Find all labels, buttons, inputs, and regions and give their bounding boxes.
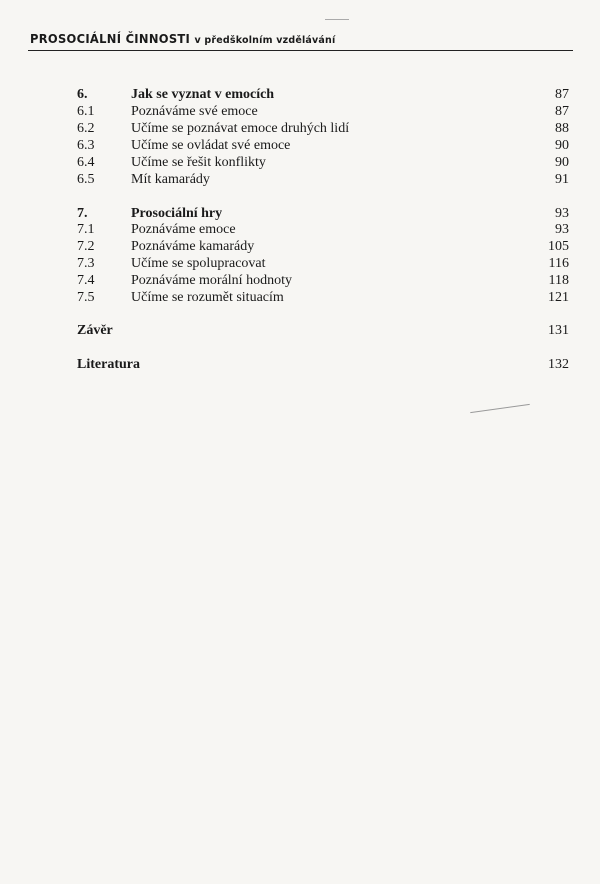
toc-page-number: 116: [548, 256, 569, 271]
running-head-title: PROSOCIÁLNÍ ČINNOSTI: [30, 31, 191, 47]
toc-title: Učíme se řešit konflikty: [131, 155, 266, 170]
toc-entry: [0, 171, 600, 189]
running-head-subtitle: v předškolním vzdělávání: [194, 34, 336, 47]
scan-artifact-mark: [470, 404, 530, 413]
toc-number: 7.4: [77, 273, 95, 288]
toc-title: Učíme se poznávat emoce druhých lidí: [131, 121, 350, 136]
toc-page-number: 90: [555, 155, 569, 170]
toc-page-number: 88: [555, 121, 569, 136]
toc-entry-literatura: [0, 356, 600, 374]
toc-title: Literatura: [77, 357, 140, 372]
toc-entry: [0, 103, 600, 121]
toc-page-number: 105: [548, 239, 569, 254]
toc-title: Poznáváme své emoce: [131, 104, 258, 119]
toc-title: Poznáváme emoce: [131, 222, 236, 237]
toc-page-number: 90: [555, 138, 569, 153]
toc-title: Poznáváme kamarády: [131, 239, 255, 254]
toc-page-number: 87: [555, 104, 569, 119]
toc-entry: [0, 154, 600, 172]
toc-title: Jak se vyznat v emocích: [131, 87, 275, 102]
toc-number: 7.3: [77, 256, 95, 271]
toc-title: Učíme se ovládat své emoce: [131, 138, 291, 153]
toc-title: Poznáváme morální hodnoty: [131, 273, 292, 288]
toc-number: 7.: [77, 206, 88, 221]
toc-number: 6.2: [77, 121, 95, 136]
toc-number: 6.4: [77, 155, 95, 170]
toc-number: 6.3: [77, 138, 95, 153]
toc-entry-zaver: [0, 322, 600, 340]
toc-page-number: 118: [548, 273, 569, 288]
toc-title: Závěr: [77, 323, 113, 338]
toc-entry: [0, 255, 600, 273]
toc-page-number: 131: [548, 323, 569, 338]
toc-entry: [0, 221, 600, 239]
toc-entry: [0, 137, 600, 155]
toc-number: 6.1: [77, 104, 95, 119]
toc-entry: [0, 120, 600, 138]
toc-entry: [0, 272, 600, 290]
toc-entry: [0, 238, 600, 256]
toc-entry: [0, 289, 600, 307]
toc-number: 6.5: [77, 172, 95, 187]
toc-number: 7.2: [77, 239, 95, 254]
header-rule: [28, 50, 573, 51]
toc-title: Učíme se rozumět situacím: [131, 290, 284, 305]
toc-page-number: 121: [548, 290, 569, 305]
toc-title: Prosociální hry: [131, 206, 223, 221]
toc-number: 7.5: [77, 290, 95, 305]
toc-number: 6.: [77, 87, 88, 102]
toc-page-number: 87: [555, 87, 569, 102]
toc-chapter-heading: [0, 86, 600, 104]
scan-artifact-mark: [325, 19, 349, 20]
toc-page-number: 91: [555, 172, 569, 187]
toc-title: Mít kamarády: [131, 172, 210, 187]
toc-page-number: 93: [555, 222, 569, 237]
running-head: [30, 32, 335, 47]
toc-page-number: 132: [548, 357, 569, 372]
toc-title: Učíme se spolupracovat: [131, 256, 266, 271]
toc-page-number: 93: [555, 206, 569, 221]
toc-number: 7.1: [77, 222, 95, 237]
